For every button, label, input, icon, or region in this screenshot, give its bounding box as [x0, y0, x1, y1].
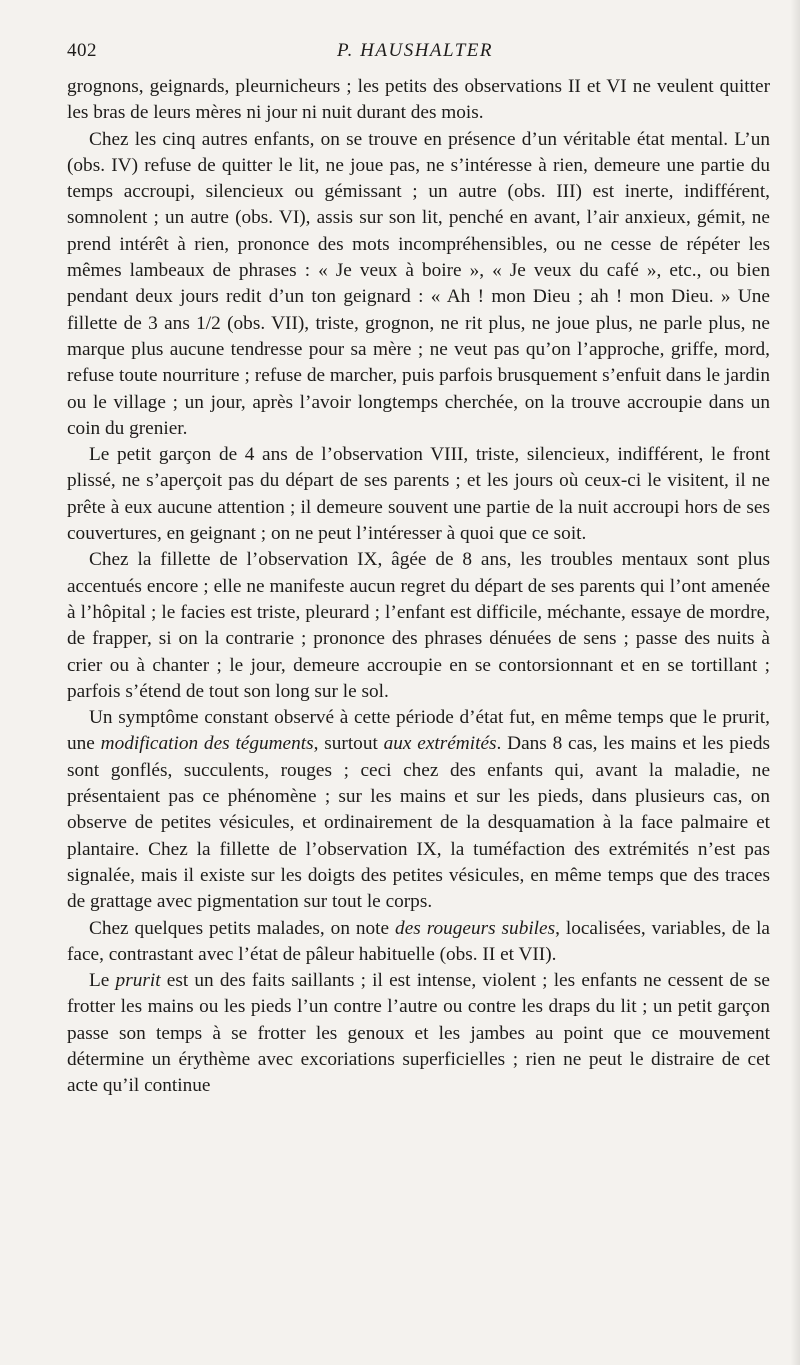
- italic-phrase: modification des téguments: [100, 733, 314, 755]
- paragraph: [67, 547, 770, 705]
- page-header: [67, 40, 770, 74]
- paragraph: [67, 127, 770, 443]
- text-run: Un symptôme constant observé à cette période d’état fut, en même temps que le prurit, une: [67, 707, 770, 755]
- italic-phrase: aux extrémités: [383, 733, 497, 755]
- text-run: . Dans 8 cas, les mains et les pieds sont gonflés, succulents, rouges ; ceci chez des enfants qui, avant la maladie, ne présentaient pas ce phénomène ; sur les mains et sur les pieds, dans plusieurs cas, on observe de petites vésicules, et ordinairement de la desquamation à la face palmaire et plantaire. Chez la fillette de l’observation IX, la tuméfaction des extrémités n’est pas signalée, mais il existe sur les doigts des petites vésicules, en même temps que des traces de grattage avec pigmentation sur tout le corps.: [67, 733, 770, 913]
- text-run: Le: [89, 970, 116, 992]
- text-run: est un des faits saillants ; il est intense, violent ; les enfants ne cessent de se frotter les mains ou les pieds l’un contre l’autre ou contre les draps du lit ; un petit garçon passe son temps à se frotter les genoux et les jambes au point que ce mouvement détermine un érythème avec excoriations superficielles ; rien ne peut le distraire de cet acte qu’il continue: [67, 970, 770, 1097]
- text-run: Chez la fillette de l’observation IX, âgée de 8 ans, les troubles mentaux sont plus accentués encore ; elle ne manifeste aucun regret du départ de ses parents qui l’ont amenée à l’hôpital ; le facies est triste, pleurard ; l’enfant est difficile, méchante, essaye de mordre, de frapper, si on la contrarie ; prononce des phrases dénuées de sens ; passe des nuits à crier ou à chanter ; le jour, demeure accroupie en se contorsionnant et en se tortillant ; parfois s’étend de tout son long sur le sol.: [67, 549, 770, 702]
- text-run: Le petit garçon de 4 ans de l’observation VIII, triste, silencieux, indifférent, le front plissé, ne s’aperçoit pas du départ de ses parents ; et les jours où ceux-ci le visitent, il ne prête à eux aucune attention ; il demeure souvent une partie de la nuit accroupi hors de ses couvertures, en geignant ; on ne peut l’intéresser à quoi que ce soit.: [67, 444, 770, 545]
- text-run: Chez les cinq autres enfants, on se trouve en présence d’un véritable état mental. L’un (obs. IV) refuse de quitter le lit, ne joue pas, ne s’intéresse à rien, demeure une partie du temps accroupi, silencieux ou gémissant ; un autre (obs. III) est inerte, indifférent, somnolent ; un autre (obs. VI), assis sur son lit, penché en avant, l’air anxieux, gémit, ne prend intérêt à rien, prononce des mots incompréhensibles, ou ne cesse de répéter les mêmes lambeaux de phrases : « Je veux à boire », « Je veux du café », etc., ou bien pendant deux jours redit d’un ton geignard : « Ah ! mon Dieu ; ah ! mon Dieu. » Une fillette de 3 ans 1/2 (obs. VII), triste, grognon, ne rit plus, ne joue plus, ne parle plus, ne marque plus aucune tendresse pour sa mère ; ne veut pas qu’on l’approche, griffe, mord, refuse toute nourriture ; refuse de marcher, puis parfois brusquement s’enfuit dans le jardin ou le village ; un jour, après l’avoir longtemps cherchée, on la trouve accroupie dans un coin du grenier.: [67, 128, 770, 439]
- running-title: P. HAUSHALTER: [337, 40, 493, 61]
- page-edge-shadow: [790, 0, 800, 1365]
- text-run: Chez quelques petits malades, on note: [89, 917, 396, 939]
- page-number: 402: [67, 40, 97, 61]
- italic-phrase: prurit: [115, 970, 161, 992]
- paragraph: [67, 442, 770, 547]
- text-run: , localisées, variables, de la face, contrastant avec l’état de pâleur habituelle (obs. II et VII).: [67, 917, 770, 965]
- italic-phrase: des rougeurs subiles: [395, 917, 556, 939]
- paragraph: [67, 74, 770, 127]
- paragraph: [67, 916, 770, 969]
- body-text: [67, 74, 770, 1100]
- text-run: , surtout: [313, 733, 384, 755]
- paragraph: [67, 705, 770, 915]
- text-run: grognons, geignards, pleurnicheurs ; les petits des observations II et VI ne veulent quitter les bras de leurs mères ni jour ni nuit durant des mois.: [67, 76, 770, 124]
- paragraph: [67, 968, 770, 1099]
